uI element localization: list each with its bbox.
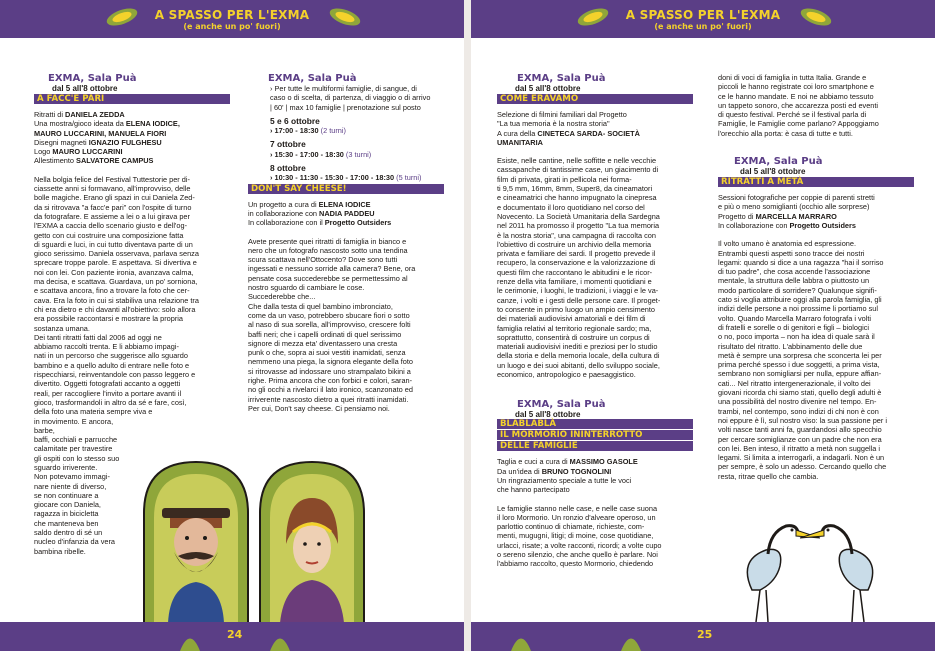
text-line: per sempre, è solo un adesso. Cercando quello che — [718, 462, 887, 472]
text-line: noi con lei. Con paziente ironia, avanzava calma, — [34, 267, 194, 277]
heron-icon — [747, 526, 820, 622]
credit-line: UMANITARIA — [497, 137, 543, 147]
text-line: divertito. Oggetti fotografati accanto a oggetti — [34, 379, 181, 389]
text-line: ce le hanno mandate. E noi ne abbiamo tessuto — [718, 91, 874, 101]
text-line: per cercare somiglianze con un padre che non era — [718, 434, 882, 444]
page-number: 25 — [697, 628, 713, 641]
schedule-times: › 17:00 - 18:30 (2 turni) — [270, 126, 346, 136]
section-title: BLABLABLÀ — [497, 419, 693, 429]
text-line: ingessati e nessuno sorride alla camera? Bene, ora — [248, 264, 416, 274]
body-text — [497, 504, 693, 569]
venue-title: EXMA, Sala Puà — [268, 73, 357, 84]
text-line: Il volto umano è anatomia ed espressione. — [718, 239, 856, 249]
text-line: di questo festival. Perché se il festival parla di — [718, 110, 867, 120]
credit-line: Allestimento SALVATORE CAMPUS — [34, 156, 154, 166]
text-line: modo particolare di sorridere? Qualunque signifi- — [718, 285, 877, 295]
header-banner-left — [0, 0, 464, 38]
text-line: l'obiettivo di costruire un archivio della memoria — [497, 239, 652, 249]
text-line: ragazza in bicicletta — [34, 509, 99, 519]
text-line: famiglia relativi al territorio regionale sardo; ma, — [497, 323, 652, 333]
text-line: righe. Prima ancora che con forbici e colori, saran- — [248, 376, 413, 386]
text-line: un luogo e dei suoi abitanti, dello sviluppo sociale, — [497, 360, 660, 370]
section-title: RITRATTI A METÀ — [718, 177, 914, 187]
text-line: gli ospiti con lo stesso suo — [34, 453, 120, 463]
header-subtitle: (e anche un po' fuori) — [183, 22, 281, 31]
text-line: cassapanche di tantissime case, un giacimento di — [497, 165, 659, 175]
credit-line: Un progetto a cura di ELENA IODICE — [248, 199, 371, 209]
portrait-woman-illustration — [256, 458, 368, 623]
text-line: è la nostra storia", una campagna di raccolta con — [497, 230, 656, 240]
text-line: baffi neri; che i capelli ordinati di quel serissimo — [248, 329, 402, 339]
text-line: punk o che, sopra ai suoi vestiti inamidati, senza — [248, 348, 406, 358]
event-dates: dal 5 all'8 ottobre — [52, 84, 118, 93]
text-line: volto. Quando Marcella Marraro fotografa i volti — [718, 313, 872, 323]
text-line: nati in un percorso che suggerisce allo sguardo — [34, 351, 188, 361]
text-line: trambi, nel contempo, sono indizi di chi non è con — [718, 406, 879, 416]
text-line: Entrambi questi aspetti sono tracce dei nostri — [718, 248, 865, 258]
text-line: recupero, la conservazione e la valorizzazione di — [497, 258, 656, 268]
text-line: cati... Nel ritratto intergenerazionale, il volto dei — [718, 378, 871, 388]
text-line: sostanza umana. — [34, 323, 90, 333]
text-line: giocare con Daniela, — [34, 500, 101, 510]
text-line: dei materiali audiovisivi amatoriali e dei film di — [497, 314, 646, 324]
body-text — [718, 239, 914, 481]
text-line: giovani ricorda chi siamo stati, quello degli adulti è — [718, 388, 882, 398]
column-dont-say-cheese — [248, 73, 444, 413]
credit-line: Disegni magneti IGNAZIO FULGHESU — [34, 137, 162, 147]
text-line: della storia e della memoria locale, della cultura di — [497, 351, 660, 361]
text-line: di sguardi e luci, in cui tutto diventava parte di un — [34, 239, 193, 249]
text-line: sembrano non somigliarsi per nulla, eppure affian- — [718, 369, 882, 379]
schedule-times: › 10:30 - 11:30 - 15:30 - 17:00 - 18:30 (5 turni) — [270, 173, 422, 183]
text-line: Avete presente quei ritratti di famiglia in bianco e — [248, 236, 407, 246]
text-line: bambina ribelle. — [34, 546, 86, 556]
column-ritratti-a-meta — [718, 73, 914, 481]
event-dates: dal 5 all'8 ottobre — [740, 167, 806, 177]
venue-title: EXMA, Sala Puà — [48, 73, 137, 84]
credit-line: Una mostra/gioco ideata da ELENA IODICE, — [34, 119, 180, 129]
page-gutter — [464, 0, 471, 651]
text-line: e documentato il loro quotidiano nel corso del — [497, 202, 645, 212]
text-line: cato si voglia attribuire oggi alla parola famiglia, gli — [718, 295, 882, 305]
text-line: no gli occhi a rivelarci il lato ironico, scanzonato ed — [248, 385, 413, 395]
text-line: della foto una materia sempre viva e — [34, 407, 153, 417]
text-line: parlottio continuo di chiamate, richieste, com- — [497, 522, 645, 532]
credit-line: Taglia e cuci a cura di MASSIMO GASOLE — [497, 457, 638, 467]
event-dates: dal 5 all'8 ottobre — [515, 410, 581, 420]
text-line: Succederebbe che... — [248, 292, 316, 302]
text-line: pensate cosa succederebbe se permettessimo al — [248, 273, 408, 283]
credit-line: in collaborazione con NADIA PADDEU — [248, 208, 375, 218]
body-text — [718, 73, 914, 138]
text-line: con lei. Ben inteso, il ritratto a metà non suggella i — [718, 443, 881, 453]
text-line: volti nasce tanti anni fa, guardandosi allo specchio — [718, 425, 882, 435]
column-come-eravamo — [497, 73, 693, 569]
credit-line: A cura della CINETECA SARDA- SOCIETÀ — [497, 128, 640, 138]
text-line: legami: quando si dice a una ragazza "hai il sorriso — [718, 257, 884, 267]
section-title: COME ERAVAMO — [497, 94, 693, 104]
heron-icon — [800, 526, 873, 622]
text-line: Non potevamo immagi- — [34, 472, 110, 482]
text-line: mentale, la struttura delle labbra o piuttosto un — [718, 276, 870, 286]
text-line: Per cui, Don't say cheese. Ci pensiamo noi. — [248, 403, 390, 413]
credit-line: In collaborazione con il Progetto Outsiders — [248, 218, 392, 228]
credit-line: Progetto di MARCELLA MARRARO — [718, 211, 837, 221]
text-line: scura scattava nell'Ottocento? Dove sono tutti — [248, 255, 398, 265]
text-line: nostro sguardo di cambiare le cose. — [248, 283, 365, 293]
schedule-day: 7 ottobre — [270, 139, 306, 150]
text-line: nemmeno una piega, la signora elegante della foto — [248, 357, 413, 367]
text-line: Che dalla testa di quel bambino imbronciato, — [248, 301, 393, 311]
intro-text: › Per tutte le multiformi famiglie, di sangue, di caso o di scelta, di partenza, di viaggio o di arrivo | 60' | max 10 famiglie | prenotazione sul posto — [270, 84, 431, 112]
text-line: canze, i volti e i gesti delle persone care. Il proget- — [497, 295, 661, 305]
text-line: un tappeto sonoro, che accarezza posti ed eventi — [718, 100, 879, 110]
text-line: cava. Era la foto in cui si stabiliva una relazione tra — [34, 295, 199, 305]
schedule-day: 5 e 6 ottobre — [270, 115, 320, 126]
text-line: urlacci, risate; a volte racconti, ricordi; a volte cupo — [497, 540, 662, 550]
text-line: sguardo irriverente. — [34, 462, 98, 472]
text-line: l'orecchio alla porta: è casa di tutte e tutti. — [718, 128, 853, 138]
body-text-narrow — [34, 417, 134, 556]
credit-line: Sessioni fotografiche per coppie di parenti stretti — [718, 193, 875, 203]
text-line: risultato del ritratto. L'abbinamento delle due — [718, 341, 863, 351]
text-line: legami. Si limita a interrogarli, a indagarli. Non è un — [718, 453, 885, 463]
body-text — [34, 175, 230, 417]
text-line: materiali audiovisivi inediti e preziosi per lo studio — [497, 342, 658, 352]
text-line: le cerimonie, i luoghi, le tradizioni, i viaggi e le va- — [497, 286, 659, 296]
text-line: ciassette anni si formavano, all'improvviso, delle — [34, 184, 191, 194]
body-text — [497, 156, 693, 379]
text-line: abbiamo raccolti trenta. E li abbiamo impagi- — [34, 342, 179, 352]
text-line: doni di voci di famiglia in tutta Italia. Grande e — [718, 73, 867, 82]
text-line: ma decisa, e scattava. Guardava, un po' sorniona, — [34, 277, 198, 287]
text-line: economico, antropologico e paesaggistico. — [497, 370, 636, 380]
body-text — [248, 237, 444, 414]
text-line: soprattutto, consentirà di costruire un corpus di — [497, 332, 650, 342]
text-line: noi eppure è lì, sul nostro viso: la sua passione per i — [718, 415, 888, 425]
text-line: indizi delle persone a noi prossime li portiamo sul — [718, 304, 879, 314]
schedule-times: › 15:30 - 17:00 - 18:30 (3 turni) — [270, 149, 372, 159]
text-line: Dei tanti ritratti fatti dal 2006 ad oggi ne — [34, 332, 162, 342]
text-line: una possibilità del nostro divenire nel tempo. En- — [718, 397, 877, 407]
venue-title: EXMA, Sala Puà — [517, 399, 606, 411]
text-line: di fratelli e sorelle o di genitori e figli – biologici — [718, 322, 870, 332]
text-line: nare niente di diverso, — [34, 481, 107, 491]
text-line: metà è sempre una sorpresa che sconcerta lei per — [718, 350, 882, 360]
text-line: sprecare troppe parole. E aspettava. Si divertiva e — [34, 258, 197, 268]
text-line: nero che un fotografo nascosto sotto una tendina — [248, 245, 408, 255]
schedule — [270, 117, 444, 183]
page-number: 24 — [227, 628, 243, 641]
text-line: to consente in primo luogo un ampio censimento — [497, 304, 655, 314]
section-title: IL MORMORIO ININTERROTTO — [497, 430, 693, 440]
credit-line: Da un'idea di BRUNO TOGNOLINI — [497, 466, 612, 476]
text-line: di tuo padre", che cosa accende l'associazione — [718, 267, 871, 277]
text-line: bolle magiche. Erano gli spazi in cui Daniela Zed- — [34, 193, 195, 203]
portrait-man-illustration — [140, 458, 252, 623]
text-line: nucleo d'infanzia da vera — [34, 537, 116, 547]
text-line: o no, poco importa – non ha idea di quale sarà il — [718, 332, 875, 342]
text-line: Le famiglie stanno nelle case, e nelle case suona — [497, 503, 658, 513]
text-line: l'EXMA a caccia dello scenario giusto e dell'og- — [34, 221, 188, 231]
credit-line: Logo MAURO LUCCARINI — [34, 147, 123, 157]
schedule-day: 8 ottobre — [270, 163, 306, 174]
text-line: irriverente nascosto dietro a quei ritratti inamidati. — [248, 394, 409, 404]
text-line: resta, ritrae quello che cambia. — [718, 471, 819, 481]
text-line: Esiste, nelle cantine, nelle soffitte e nelle vecchie — [497, 156, 657, 166]
text-line: se non continuare a — [34, 490, 99, 500]
text-line: il loro Mormorio. Un ronzio d'alveare operoso, un — [497, 512, 656, 522]
text-line: al naso di sua sorella, all'improvviso, crescere folti — [248, 320, 411, 330]
text-line: signore di mezza eta' diventassero una cresta — [248, 338, 398, 348]
text-line: baffi, occhiali e parrucche — [34, 435, 118, 445]
text-line: Novecento. La Società Umanitaria della Sardegna — [497, 211, 660, 221]
credit-line: Ritratti di DANIELA ZEDDA — [34, 110, 125, 119]
text-line: in movimento. E ancora, barbe, — [34, 416, 114, 435]
text-line: reali, per raccogliere l'invito a portare avanti il — [34, 388, 182, 398]
text-line: come da un vaso, potrebbero sbucare fiori o sotto — [248, 310, 410, 320]
text-line: era possibile raccontarsi e mostrare la propria — [34, 314, 183, 324]
text-line: che manteneva ben — [34, 518, 99, 528]
text-line: privata e familiare dei sardi. Il progetto prevede il — [497, 249, 656, 259]
credit-line: e più o meno somiglianti (occhio alle sorprese) — [718, 202, 870, 212]
credit-line: "La tua memoria è la nostra storia" — [497, 119, 610, 129]
text-line: ti 9,5 mm, 16mm, 8mm, Super8, da cineamatori — [497, 184, 653, 194]
text-line: o sereno silenzio, che anche quello è parlare. Noi — [497, 549, 658, 559]
text-line: prima perché spesso i due soggetti, a prima vista, — [718, 360, 880, 370]
credit-line: che hanno partecipato — [497, 485, 570, 495]
text-line: getto con cui costruire una composizione fatta — [34, 230, 184, 240]
text-line: questi film che raccontano le abitudini e le ricor- — [497, 267, 653, 277]
text-line: renze della vita familiare, i momenti quotidiani e — [497, 277, 652, 287]
text-line: calamitate per travestire — [34, 444, 113, 454]
text-line: gioco serissimo. Daniela osservava, parlava senza — [34, 249, 199, 259]
text-line: da si ritrovava "a facc'e pari" con l'ospite di turno — [34, 202, 192, 212]
herons-illustration — [708, 520, 913, 622]
text-line: e scattava ancora, fino a trovare la foto che cer- — [34, 286, 190, 296]
text-line: Famiglie, le Famiglie come parlano? Appoggiamo — [718, 119, 879, 129]
text-line: si ritrovasse ad indossare uno strampalato bikini a — [248, 366, 411, 376]
section-title: A FACC'E PARI — [34, 94, 230, 104]
text-line: film di privata, girati in pellicola nei forma- — [497, 174, 632, 184]
credit-line: MAURO LUCCARINI, MANUELA FIORI — [34, 128, 167, 138]
text-line: Nella bolgia felice del Festival Tuttestorie per di- — [34, 174, 190, 184]
header-title: A SPASSO PER L'EXMA — [625, 8, 781, 22]
text-line: chi era dietro e chi davanti all'obiettivo: solo allora — [34, 304, 196, 314]
text-line: rispecchiarsi, reinventandole con passo leggero e — [34, 370, 196, 380]
text-line: l'abbiamo raccolto, questo Mormorio, chiedendo — [497, 559, 654, 569]
credit-line: Selezione di filmini familiari dal Progetto — [497, 110, 627, 119]
section-title: DELLE FAMIGLIE — [497, 441, 693, 451]
text-line: gioco, trasformandoli in altro da sé e fare, così, — [34, 397, 187, 407]
credit-line: Un ringraziamento speciale a tutte le voci — [497, 475, 632, 485]
text-line: e cineamatrici che hanno impugnato la cinepresa — [497, 193, 657, 203]
text-line: menti, mugugni, litigi; di moine, cose quotidiane, — [497, 531, 654, 541]
header-banner-right — [471, 0, 935, 38]
event-dates: dal 5 all'8 ottobre — [515, 84, 581, 93]
venue-title: EXMA, Sala Puà — [517, 73, 606, 84]
section-title: DON'T SAY CHEESE! — [248, 184, 444, 194]
text-line: da fotografare. E assieme a lei o a lui girava per — [34, 211, 190, 221]
text-line: saldo dentro di sé un — [34, 528, 103, 538]
text-line: nel 2011 ha promosso il progetto "La tua memoria — [497, 221, 660, 231]
header-subtitle: (e anche un po' fuori) — [654, 22, 752, 31]
credit-line: In collaborazione con Progetto Outsiders — [718, 220, 856, 230]
text-line: piccoli le hanno registrate coi loro smartphone e — [718, 82, 874, 92]
header-title: A SPASSO PER L'EXMA — [154, 8, 310, 22]
text-line: bambino e a quello adulto di entrare nelle foto e — [34, 360, 190, 370]
venue-title: EXMA, Sala Puà — [734, 156, 823, 168]
